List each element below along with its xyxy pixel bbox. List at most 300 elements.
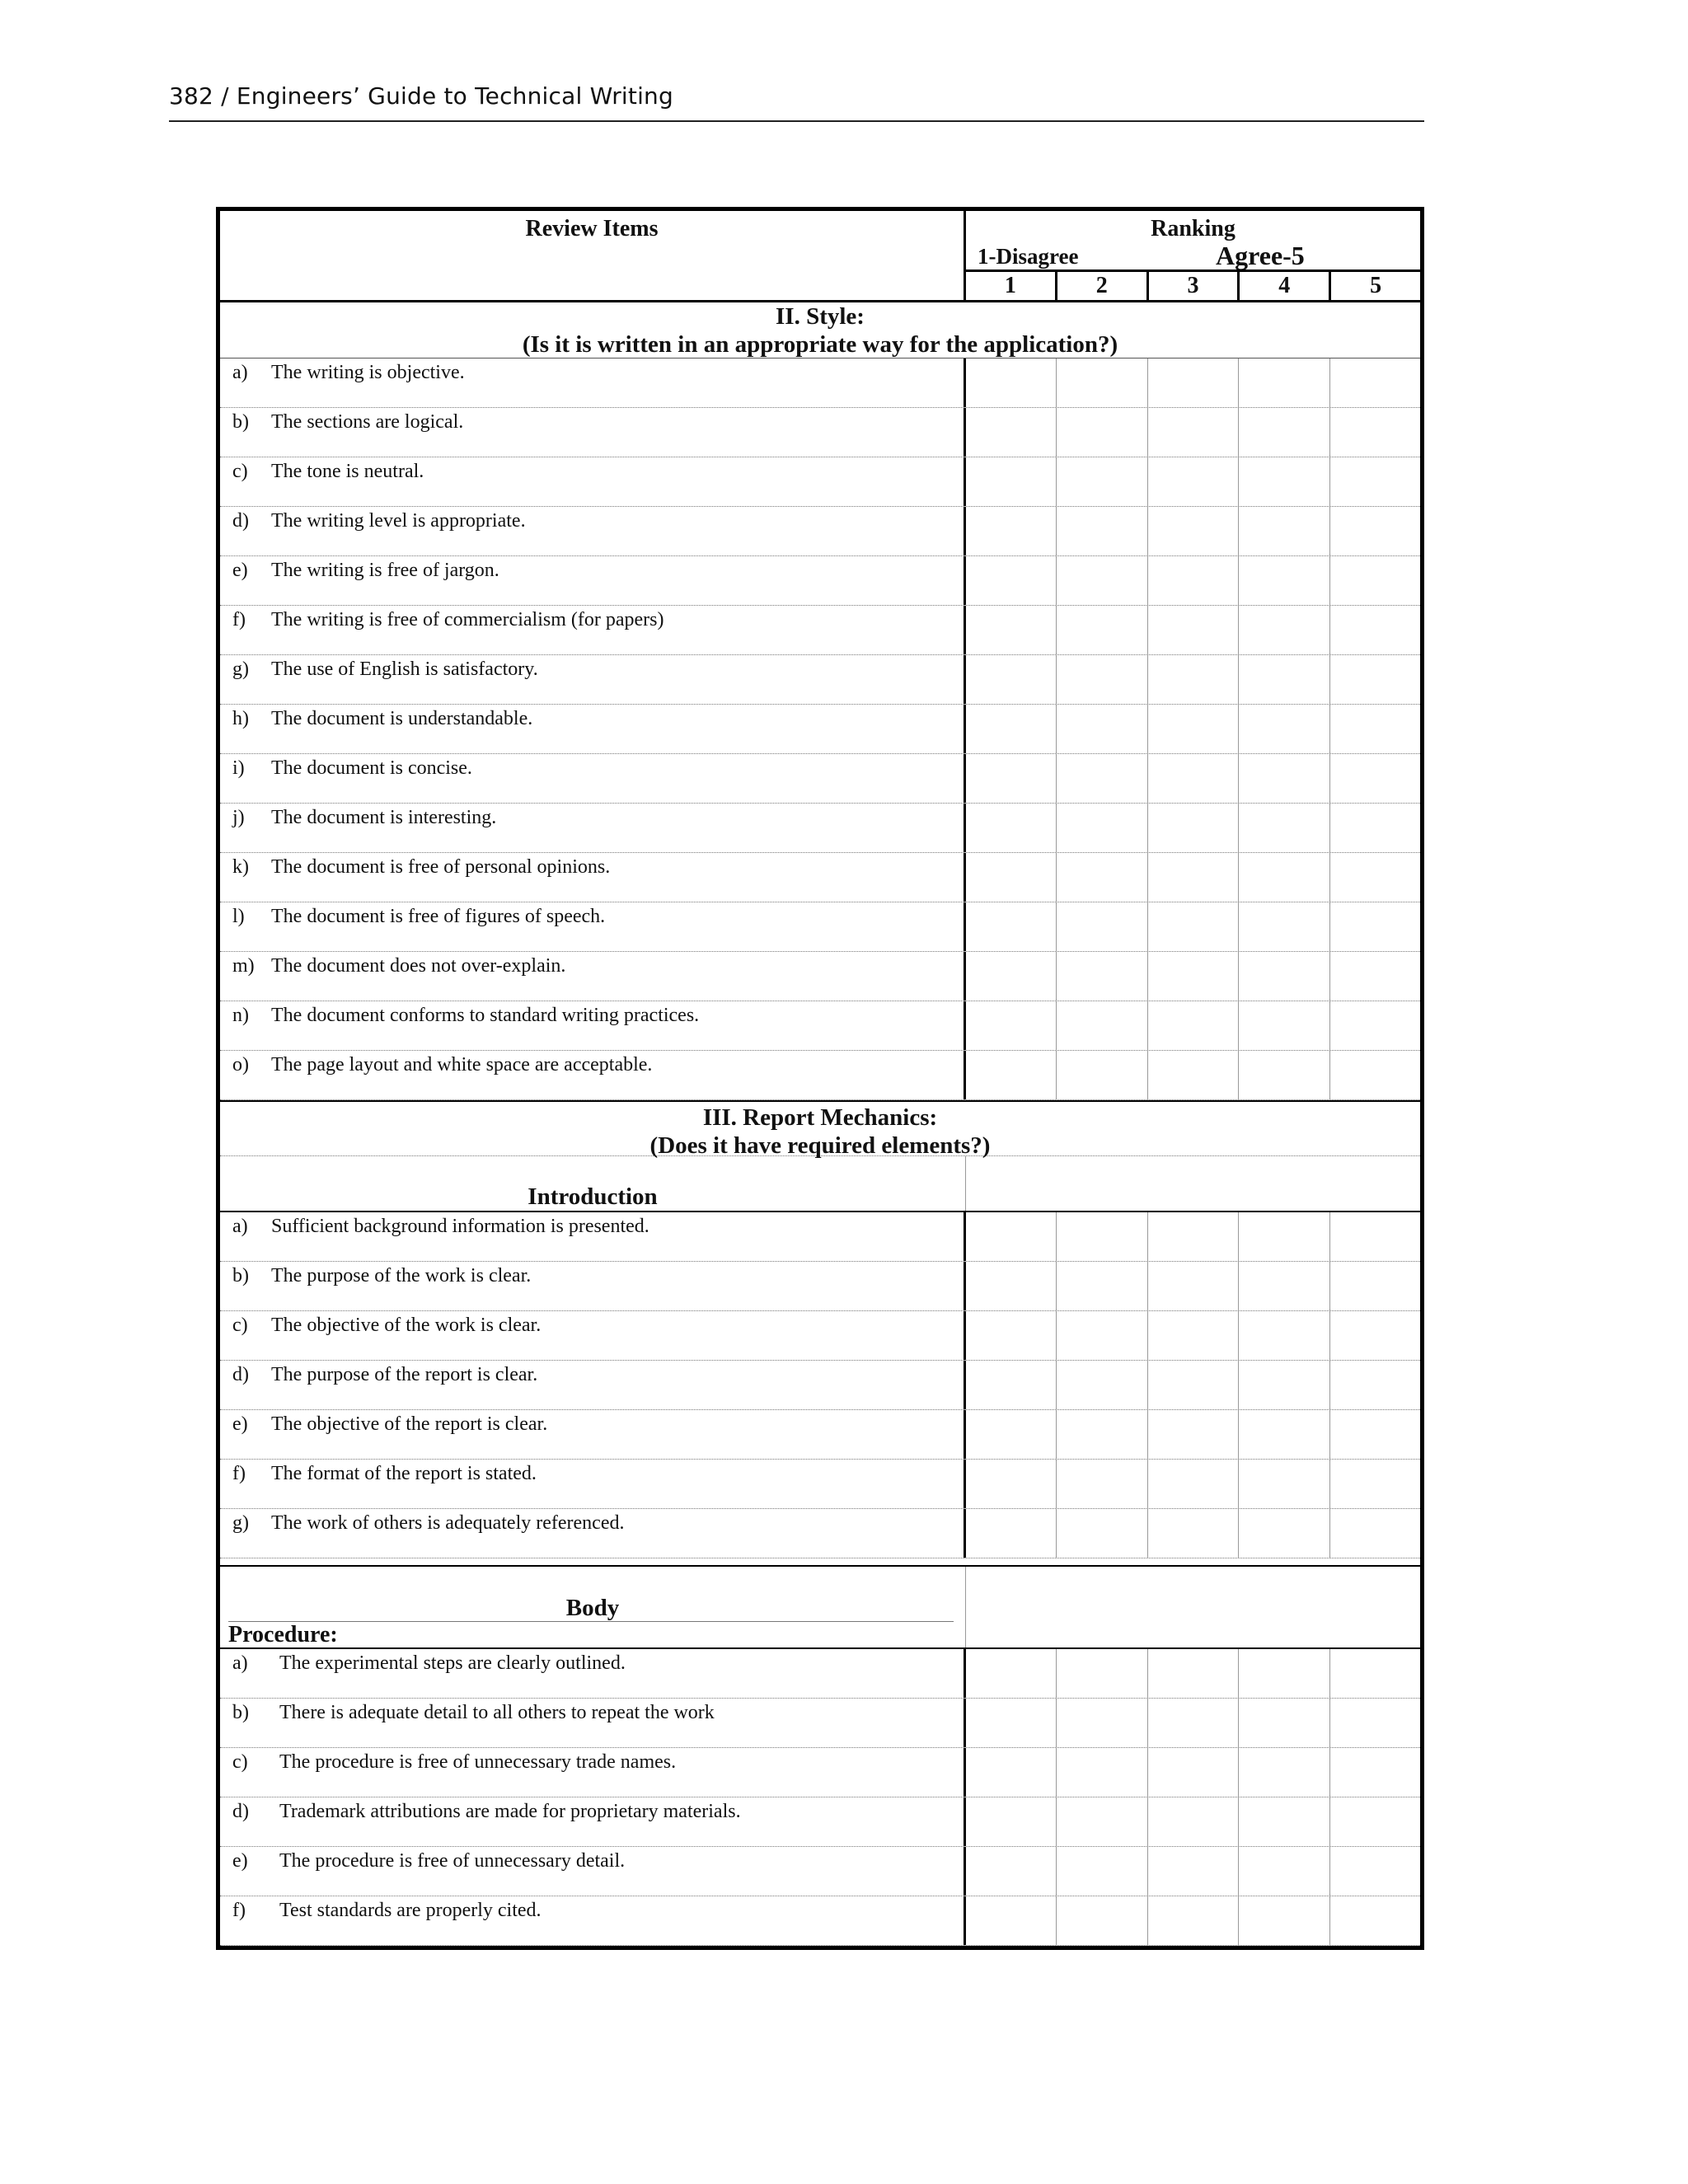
ranking-scale bbox=[966, 269, 1420, 300]
rating-cell-1[interactable] bbox=[966, 1847, 1057, 1896]
review-item bbox=[220, 853, 966, 902]
rating-cell-5[interactable] bbox=[1330, 1361, 1420, 1409]
item-letter: k) bbox=[232, 856, 249, 878]
item-letter: a) bbox=[232, 362, 248, 383]
rating-cell-1[interactable] bbox=[966, 853, 1057, 902]
review-item bbox=[220, 1896, 966, 1945]
rating-cell-3[interactable] bbox=[1148, 1212, 1239, 1261]
item-letter: a) bbox=[232, 1652, 248, 1674]
rating-cell-4[interactable] bbox=[1239, 1748, 1329, 1797]
review-item-row bbox=[220, 1699, 1420, 1748]
rating-cell-1[interactable] bbox=[966, 1649, 1057, 1698]
rating-cells bbox=[966, 1797, 1420, 1846]
rating-cell-4[interactable] bbox=[1239, 853, 1329, 902]
rating-cell-1[interactable] bbox=[966, 408, 1057, 457]
item-text: The purpose of the work is clear. bbox=[271, 1265, 532, 1286]
rating-cell-2[interactable] bbox=[1057, 804, 1147, 852]
review-item-row bbox=[220, 359, 1420, 408]
item-letter: h) bbox=[232, 708, 249, 729]
rating-cell-2[interactable] bbox=[1057, 1649, 1147, 1698]
item-letter: n) bbox=[232, 1005, 249, 1026]
rating-cell-1[interactable] bbox=[966, 1748, 1057, 1797]
review-item-row bbox=[220, 507, 1420, 556]
review-item-row bbox=[220, 1262, 1420, 1311]
review-item-row bbox=[220, 408, 1420, 457]
header-rule bbox=[169, 120, 1424, 122]
item-text: The writing is free of commercialism (for papers) bbox=[271, 609, 664, 630]
rating-cell-2[interactable] bbox=[1057, 606, 1147, 654]
item-text: The document is interesting. bbox=[271, 807, 497, 828]
item-text: The tone is neutral. bbox=[271, 461, 424, 482]
item-text: The procedure is free of unnecessary trade names. bbox=[279, 1751, 677, 1773]
review-item bbox=[220, 1460, 966, 1508]
rating-cell-2[interactable] bbox=[1057, 1311, 1147, 1360]
rating-cell-4[interactable] bbox=[1239, 655, 1329, 704]
rating-cell-2[interactable] bbox=[1057, 556, 1147, 605]
rating-cell-5[interactable] bbox=[1330, 1699, 1420, 1747]
rating-cells bbox=[966, 1509, 1420, 1558]
review-item bbox=[220, 655, 966, 704]
rating-cells bbox=[966, 1311, 1420, 1360]
rating-cell-3[interactable] bbox=[1148, 1896, 1239, 1945]
review-item bbox=[220, 1262, 966, 1310]
item-text: The page layout and white space are acceptable. bbox=[271, 1054, 653, 1076]
item-text: The objective of the work is clear. bbox=[271, 1315, 542, 1336]
rating-cell-5[interactable] bbox=[1330, 556, 1420, 605]
rating-cell-5[interactable] bbox=[1330, 1509, 1420, 1558]
rating-cell-4[interactable] bbox=[1239, 1847, 1329, 1896]
rating-cell-4[interactable] bbox=[1239, 902, 1329, 951]
item-text: The sections are logical. bbox=[271, 411, 464, 433]
item-text: The objective of the report is clear. bbox=[271, 1413, 548, 1435]
rating-cell-1[interactable] bbox=[966, 1361, 1057, 1409]
procedure-items bbox=[220, 1649, 1420, 1946]
rating-cell-2[interactable] bbox=[1057, 1051, 1147, 1099]
item-text: The writing level is appropriate. bbox=[271, 510, 526, 532]
rating-cell-1[interactable] bbox=[966, 804, 1057, 852]
review-item-row bbox=[220, 457, 1420, 507]
rating-cell-3[interactable] bbox=[1148, 1311, 1239, 1360]
rating-cells bbox=[966, 1051, 1420, 1099]
rating-cell-4[interactable] bbox=[1239, 1649, 1329, 1698]
rating-cells bbox=[966, 359, 1420, 407]
rating-cells bbox=[966, 556, 1420, 605]
item-text: The use of English is satisfactory. bbox=[271, 658, 538, 680]
rating-cells bbox=[966, 705, 1420, 753]
rating-cell-4[interactable] bbox=[1239, 606, 1329, 654]
rating-cell-5[interactable] bbox=[1330, 1896, 1420, 1945]
rating-cell-2[interactable] bbox=[1057, 1847, 1147, 1896]
item-letter: g) bbox=[232, 658, 249, 680]
review-item-row bbox=[220, 1311, 1420, 1361]
review-item-row bbox=[220, 1410, 1420, 1460]
rating-cell-4[interactable] bbox=[1239, 1410, 1329, 1459]
rating-cells bbox=[966, 754, 1420, 803]
rating-cells bbox=[966, 1847, 1420, 1896]
item-text: The document is understandable. bbox=[271, 708, 533, 729]
item-text: The format of the report is stated. bbox=[271, 1463, 537, 1484]
review-item bbox=[220, 1509, 966, 1558]
review-item bbox=[220, 457, 966, 506]
rating-cell-2[interactable] bbox=[1057, 1001, 1147, 1050]
rating-cell-1[interactable] bbox=[966, 1410, 1057, 1459]
scale-4: 4 bbox=[1240, 272, 1331, 300]
rating-cell-4[interactable] bbox=[1239, 1509, 1329, 1558]
rating-cell-2[interactable] bbox=[1057, 1361, 1147, 1409]
review-item bbox=[220, 1001, 966, 1050]
form-header bbox=[220, 211, 1420, 302]
item-text: Test standards are properly cited. bbox=[279, 1900, 542, 1921]
rating-cell-3[interactable] bbox=[1148, 1649, 1239, 1698]
rating-cell-3[interactable] bbox=[1148, 754, 1239, 803]
review-item-row bbox=[220, 1509, 1420, 1558]
rating-cell-5[interactable] bbox=[1330, 655, 1420, 704]
rating-cell-4[interactable] bbox=[1239, 556, 1329, 605]
rating-cell-2[interactable] bbox=[1057, 1699, 1147, 1747]
rating-cell-5[interactable] bbox=[1330, 408, 1420, 457]
rating-cell-4[interactable] bbox=[1239, 1699, 1329, 1747]
rating-cells bbox=[966, 952, 1420, 1001]
rating-cell-5[interactable] bbox=[1330, 1460, 1420, 1508]
rating-cell-2[interactable] bbox=[1057, 1509, 1147, 1558]
review-item bbox=[220, 1847, 966, 1896]
style-question: (Is it is written in an appropriate way for the application?) bbox=[522, 331, 1118, 358]
rating-cell-5[interactable] bbox=[1330, 359, 1420, 407]
review-item bbox=[220, 804, 966, 852]
rating-cell-5[interactable] bbox=[1330, 804, 1420, 852]
item-letter: f) bbox=[232, 1463, 246, 1484]
item-letter: b) bbox=[232, 411, 249, 433]
rating-cells bbox=[966, 655, 1420, 704]
rating-cell-4[interactable] bbox=[1239, 1262, 1329, 1310]
rating-cell-4[interactable] bbox=[1239, 1460, 1329, 1508]
rating-cell-2[interactable] bbox=[1057, 754, 1147, 803]
rating-cell-1[interactable] bbox=[966, 1797, 1057, 1846]
review-item bbox=[220, 556, 966, 605]
item-text: The work of others is adequately referenced. bbox=[271, 1512, 625, 1534]
rating-cell-5[interactable] bbox=[1330, 853, 1420, 902]
review-item-row bbox=[220, 1001, 1420, 1051]
review-item bbox=[220, 902, 966, 951]
rating-cell-2[interactable] bbox=[1057, 1797, 1147, 1846]
rating-cell-2[interactable] bbox=[1057, 902, 1147, 951]
introduction-items bbox=[220, 1212, 1420, 1558]
scale-3: 3 bbox=[1149, 272, 1240, 300]
rating-cell-5[interactable] bbox=[1330, 1051, 1420, 1099]
rating-cell-1[interactable] bbox=[966, 507, 1057, 555]
rating-cell-4[interactable] bbox=[1239, 804, 1329, 852]
rating-cell-5[interactable] bbox=[1330, 902, 1420, 951]
review-item bbox=[220, 1361, 966, 1409]
mechanics-title: III. Report Mechanics: bbox=[702, 1104, 938, 1131]
mechanics-section-header bbox=[220, 1100, 1420, 1159]
review-form bbox=[216, 207, 1424, 1950]
rating-cell-3[interactable] bbox=[1148, 1001, 1239, 1050]
item-letter: b) bbox=[232, 1265, 249, 1286]
review-item bbox=[220, 952, 966, 1001]
item-letter: a) bbox=[232, 1216, 248, 1237]
rating-cell-1[interactable] bbox=[966, 606, 1057, 654]
rating-cell-3[interactable] bbox=[1148, 556, 1239, 605]
review-item-row bbox=[220, 705, 1420, 754]
rating-cell-3[interactable] bbox=[1148, 1797, 1239, 1846]
rating-cell-2[interactable] bbox=[1057, 952, 1147, 1001]
item-letter: o) bbox=[232, 1054, 249, 1076]
rating-cell-3[interactable] bbox=[1148, 1262, 1239, 1310]
item-letter: c) bbox=[232, 461, 248, 482]
item-letter: c) bbox=[232, 1315, 248, 1336]
review-item-row bbox=[220, 556, 1420, 606]
review-item-row bbox=[220, 1212, 1420, 1262]
spacer bbox=[220, 1558, 1420, 1565]
review-item bbox=[220, 1649, 966, 1698]
rating-cell-5[interactable] bbox=[1330, 1262, 1420, 1310]
review-item-row bbox=[220, 606, 1420, 655]
rating-cell-2[interactable] bbox=[1057, 1212, 1147, 1261]
rating-cell-3[interactable] bbox=[1148, 457, 1239, 506]
rating-cell-1[interactable] bbox=[966, 556, 1057, 605]
review-item-row bbox=[220, 804, 1420, 853]
rating-cell-2[interactable] bbox=[1057, 1460, 1147, 1508]
item-letter: d) bbox=[232, 510, 249, 532]
item-letter: c) bbox=[232, 1751, 248, 1773]
review-item bbox=[220, 408, 966, 457]
ranking-title: Ranking bbox=[1151, 216, 1236, 241]
rating-cell-5[interactable] bbox=[1330, 1311, 1420, 1360]
scale-2: 2 bbox=[1057, 272, 1149, 300]
rating-cell-2[interactable] bbox=[1057, 655, 1147, 704]
rating-cell-1[interactable] bbox=[966, 1051, 1057, 1099]
rating-cell-4[interactable] bbox=[1239, 1361, 1329, 1409]
rating-cell-3[interactable] bbox=[1148, 507, 1239, 555]
rating-cell-1[interactable] bbox=[966, 1509, 1057, 1558]
review-item bbox=[220, 507, 966, 555]
running-head: 382 / Engineers’ Guide to Technical Writing bbox=[169, 82, 673, 110]
rating-cell-1[interactable] bbox=[966, 1896, 1057, 1945]
rating-cell-5[interactable] bbox=[1330, 1748, 1420, 1797]
item-letter: f) bbox=[232, 609, 246, 630]
item-text: The document is free of figures of speech. bbox=[271, 906, 606, 927]
rating-cell-1[interactable] bbox=[966, 1212, 1057, 1261]
rating-cell-5[interactable] bbox=[1330, 1797, 1420, 1846]
item-text: There is adequate detail to all others to repeat the work bbox=[279, 1702, 715, 1723]
rating-cell-5[interactable] bbox=[1330, 1847, 1420, 1896]
rating-cell-3[interactable] bbox=[1148, 705, 1239, 753]
item-text: Sufficient background information is presented. bbox=[271, 1216, 649, 1237]
rating-cell-5[interactable] bbox=[1330, 457, 1420, 506]
review-item bbox=[220, 754, 966, 803]
rating-cell-1[interactable] bbox=[966, 1311, 1057, 1360]
item-letter: j) bbox=[232, 807, 245, 828]
rating-cells bbox=[966, 1361, 1420, 1409]
rating-cell-1[interactable] bbox=[966, 1262, 1057, 1310]
item-letter: i) bbox=[232, 757, 245, 779]
procedure-label: Procedure: bbox=[228, 1621, 954, 1648]
rating-cell-3[interactable] bbox=[1148, 359, 1239, 407]
review-item-row bbox=[220, 853, 1420, 902]
rating-cell-5[interactable] bbox=[1330, 952, 1420, 1001]
rating-cell-3[interactable] bbox=[1148, 408, 1239, 457]
rating-cell-1[interactable] bbox=[966, 1460, 1057, 1508]
rating-cell-3[interactable] bbox=[1148, 902, 1239, 951]
rating-cell-3[interactable] bbox=[1148, 655, 1239, 704]
review-item bbox=[220, 1797, 966, 1846]
rating-cell-2[interactable] bbox=[1057, 507, 1147, 555]
rating-cells bbox=[966, 606, 1420, 654]
rating-cells bbox=[966, 507, 1420, 555]
style-items bbox=[220, 359, 1420, 1100]
scale-5: 5 bbox=[1370, 273, 1382, 298]
rating-cell-5[interactable] bbox=[1330, 606, 1420, 654]
review-item-row bbox=[220, 1896, 1420, 1946]
rating-cell-1[interactable] bbox=[966, 655, 1057, 704]
rating-cells bbox=[966, 408, 1420, 457]
rating-cell-5[interactable] bbox=[1330, 1001, 1420, 1050]
rating-cell-3[interactable] bbox=[1148, 853, 1239, 902]
rating-cell-4[interactable] bbox=[1239, 408, 1329, 457]
review-item-row bbox=[220, 1460, 1420, 1509]
rating-cell-4[interactable] bbox=[1239, 754, 1329, 803]
review-item-row bbox=[220, 952, 1420, 1001]
agree-label: Agree-5 bbox=[1216, 241, 1305, 270]
rating-cell-1[interactable] bbox=[966, 952, 1057, 1001]
ranking-heading bbox=[966, 211, 1420, 300]
review-item bbox=[220, 1699, 966, 1747]
review-item bbox=[220, 705, 966, 753]
item-text: The document is free of personal opinions. bbox=[271, 856, 611, 878]
rating-cell-3[interactable] bbox=[1148, 1460, 1239, 1508]
item-text: Trademark attributions are made for proprietary materials. bbox=[279, 1801, 741, 1822]
rating-cell-4[interactable] bbox=[1239, 457, 1329, 506]
review-item-row bbox=[220, 1797, 1420, 1847]
rating-cell-2[interactable] bbox=[1057, 359, 1147, 407]
style-section-header bbox=[220, 302, 1420, 359]
rating-cell-1[interactable] bbox=[966, 457, 1057, 506]
review-item bbox=[220, 606, 966, 654]
review-item-row bbox=[220, 754, 1420, 804]
rating-cells bbox=[966, 1748, 1420, 1797]
rating-cells bbox=[966, 1649, 1420, 1698]
rating-cell-2[interactable] bbox=[1057, 705, 1147, 753]
rating-cell-2[interactable] bbox=[1057, 457, 1147, 506]
rating-cell-5[interactable] bbox=[1330, 754, 1420, 803]
introduction-header bbox=[220, 1156, 1420, 1212]
rating-cells bbox=[966, 1262, 1420, 1310]
rating-cell-5[interactable] bbox=[1330, 1410, 1420, 1459]
disagree-label: 1-Disagree bbox=[978, 244, 1079, 269]
review-item-row bbox=[220, 1051, 1420, 1100]
item-letter: l) bbox=[232, 906, 245, 927]
rating-cell-2[interactable] bbox=[1057, 853, 1147, 902]
rating-cells bbox=[966, 1212, 1420, 1261]
rating-cell-4[interactable] bbox=[1239, 1896, 1329, 1945]
item-letter: d) bbox=[232, 1801, 249, 1822]
review-item-row bbox=[220, 1847, 1420, 1896]
rating-cell-4[interactable] bbox=[1239, 1212, 1329, 1261]
item-text: The document conforms to standard writing practices. bbox=[271, 1005, 700, 1026]
body-label: Body bbox=[565, 1595, 620, 1621]
rating-cell-3[interactable] bbox=[1148, 1847, 1239, 1896]
rating-cell-5[interactable] bbox=[1330, 705, 1420, 753]
introduction-label: Introduction bbox=[528, 1183, 658, 1210]
rating-cell-1[interactable] bbox=[966, 705, 1057, 753]
rating-cell-5[interactable] bbox=[1330, 1649, 1420, 1698]
review-item bbox=[220, 1212, 966, 1261]
item-letter: e) bbox=[232, 1850, 248, 1872]
rating-cell-5[interactable] bbox=[1330, 507, 1420, 555]
item-text: The procedure is free of unnecessary detail. bbox=[279, 1850, 626, 1872]
review-item-row bbox=[220, 902, 1420, 952]
rating-cell-3[interactable] bbox=[1148, 606, 1239, 654]
item-letter: f) bbox=[232, 1900, 246, 1921]
review-item bbox=[220, 1311, 966, 1360]
item-text: The writing is objective. bbox=[271, 362, 465, 383]
rating-cells bbox=[966, 902, 1420, 951]
rating-cell-4[interactable] bbox=[1239, 705, 1329, 753]
review-items-heading: Review Items bbox=[220, 211, 966, 300]
style-title: II. Style: bbox=[776, 303, 865, 330]
rating-cell-2[interactable] bbox=[1057, 1410, 1147, 1459]
item-text: The purpose of the report is clear. bbox=[271, 1364, 538, 1385]
rating-cell-3[interactable] bbox=[1148, 804, 1239, 852]
review-item bbox=[220, 1051, 966, 1099]
rating-cell-3[interactable] bbox=[1148, 1361, 1239, 1409]
rating-cell-4[interactable] bbox=[1239, 359, 1329, 407]
rating-cell-1[interactable] bbox=[966, 359, 1057, 407]
rating-cells bbox=[966, 804, 1420, 852]
rating-cells bbox=[966, 1410, 1420, 1459]
item-letter: d) bbox=[232, 1364, 249, 1385]
rating-cell-2[interactable] bbox=[1057, 1262, 1147, 1310]
rating-cell-1[interactable] bbox=[966, 1699, 1057, 1747]
rating-cells bbox=[966, 1460, 1420, 1508]
rating-cell-5[interactable] bbox=[1330, 1212, 1420, 1261]
rating-cell-3[interactable] bbox=[1148, 1051, 1239, 1099]
item-text: The writing is free of jargon. bbox=[271, 560, 499, 581]
rating-cell-4[interactable] bbox=[1239, 1051, 1329, 1099]
rating-cell-4[interactable] bbox=[1239, 1797, 1329, 1846]
item-text: The document is concise. bbox=[271, 757, 472, 779]
item-text: The document does not over-explain. bbox=[271, 955, 566, 977]
rating-cell-3[interactable] bbox=[1148, 952, 1239, 1001]
rating-cells bbox=[966, 1001, 1420, 1050]
rating-cells bbox=[966, 853, 1420, 902]
rating-cell-1[interactable] bbox=[966, 754, 1057, 803]
rating-cell-4[interactable] bbox=[1239, 507, 1329, 555]
item-letter: e) bbox=[232, 560, 248, 581]
rating-cell-3[interactable] bbox=[1148, 1410, 1239, 1459]
body-header bbox=[220, 1565, 1420, 1649]
rating-cell-1[interactable] bbox=[966, 1001, 1057, 1050]
rating-cell-4[interactable] bbox=[1239, 1311, 1329, 1360]
rating-cell-3[interactable] bbox=[1148, 1748, 1239, 1797]
review-item-row bbox=[220, 655, 1420, 705]
review-item-row bbox=[220, 1748, 1420, 1797]
rating-cell-4[interactable] bbox=[1239, 1001, 1329, 1050]
review-item-row bbox=[220, 1649, 1420, 1699]
rating-cell-4[interactable] bbox=[1239, 952, 1329, 1001]
item-letter: g) bbox=[232, 1512, 249, 1534]
rating-cell-2[interactable] bbox=[1057, 1748, 1147, 1797]
rating-cell-2[interactable] bbox=[1057, 1896, 1147, 1945]
rating-cell-3[interactable] bbox=[1148, 1509, 1239, 1558]
review-item bbox=[220, 359, 966, 407]
rating-cell-3[interactable] bbox=[1148, 1699, 1239, 1747]
rating-cell-2[interactable] bbox=[1057, 408, 1147, 457]
rating-cell-1[interactable] bbox=[966, 902, 1057, 951]
review-item bbox=[220, 1748, 966, 1797]
item-letter: e) bbox=[232, 1413, 248, 1435]
